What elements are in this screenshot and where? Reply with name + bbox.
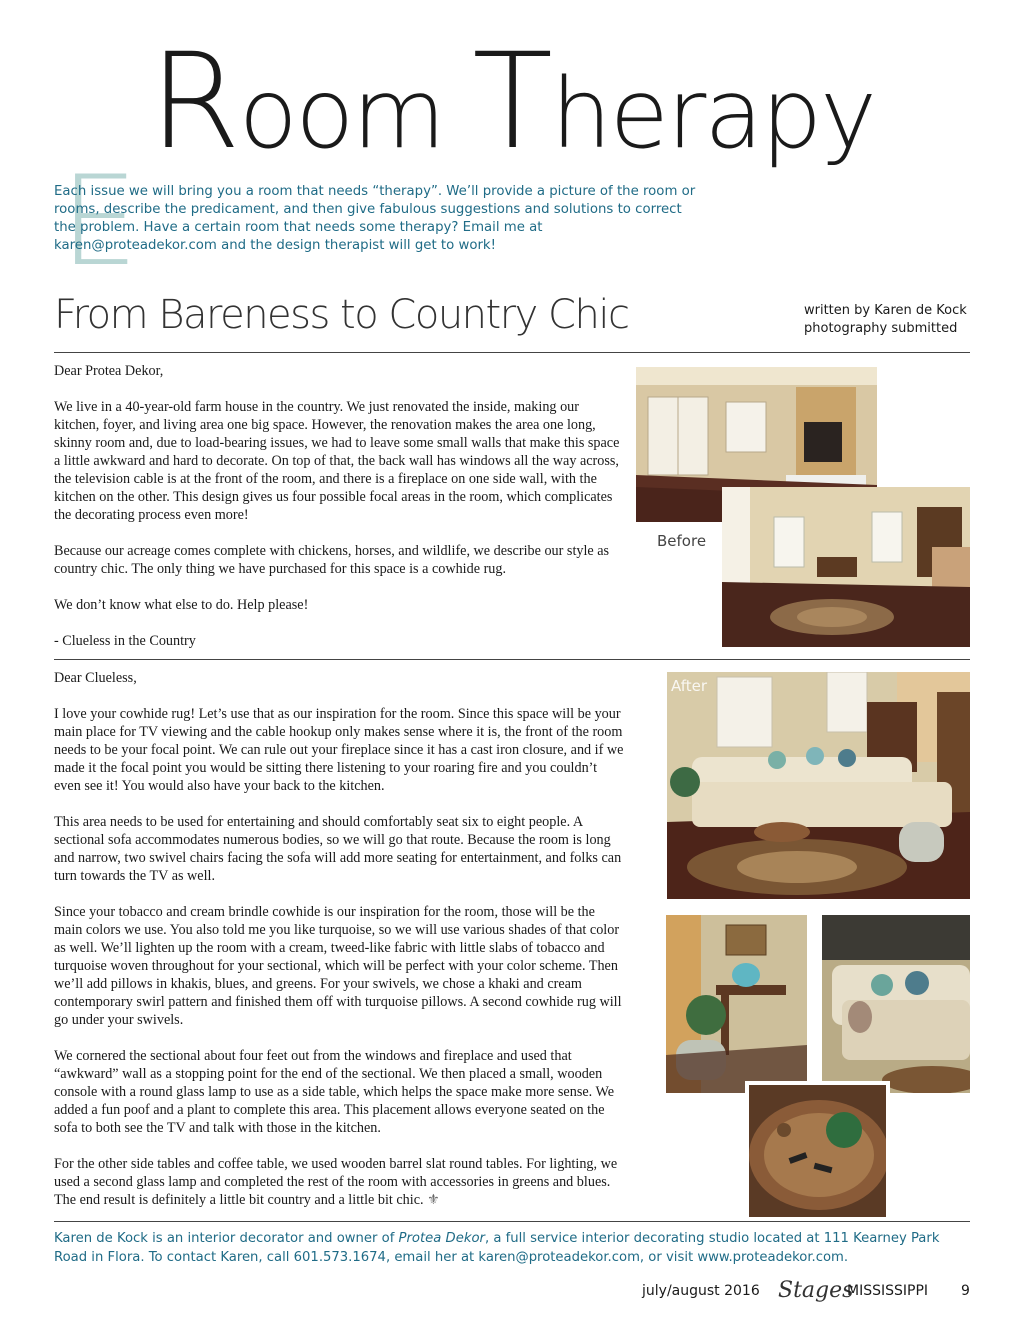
reader-letter bbox=[54, 362, 624, 650]
page-title bbox=[0, 25, 1024, 179]
reply-paragraph: Since your tobacco and cream brindle cowhide is our inspiration for the room, those will be the main colors we use. You also told me you like turquoise, so we will use various shades of that color as well. We’ll lighten up the room with a cream, tweed-like fabric with little slabs of tobacco and turquoise woven throughout for your sectional, which will be perfect with your color scheme. Then we’ll add pillows in khakis, blues, and greens. For your swivels, we chose a khaki and cream contemporary swirl pattern and finished them off with turquoise pillows. A second cowhide rug will go under your swivels. bbox=[54, 904, 622, 1028]
fleur-de-lis-icon: ⚜ bbox=[427, 1192, 440, 1208]
intro-paragraph: Each issue we will bring you a room that needs “therapy”. We’ll provide a picture of the room or rooms, describe the predicament, and then give fabulous suggestions and solutions to correct the problem. Have a certain room that needs some therapy? Email me at karen@proteadekor.com and the design therapist will get to work! bbox=[54, 184, 696, 253]
after-photo-sectional-corner bbox=[822, 915, 970, 1093]
after-photo-main bbox=[667, 672, 970, 899]
reply-salutation: Dear Clueless, bbox=[54, 670, 137, 686]
footer-magazine-state: MISSISSIPPI bbox=[847, 1283, 929, 1299]
divider-middle bbox=[54, 659, 970, 660]
reply-paragraph bbox=[54, 1155, 624, 1209]
reply-paragraph: I love your cowhide rug! Let’s use that as our inspiration for the room. Since this space will be your main place for TV viewing and the cable hookup only makes sense where it is, the front of the room needs to be your focal point. We can rule out your fireplace since it has a cast iron closure, and if we made it the focal point you would be sitting there listening to your roaring fire and you couldn’t even see it! You would also have your back to the kitchen. bbox=[54, 706, 624, 794]
after-photo-console bbox=[666, 915, 807, 1093]
page-number: 9 bbox=[961, 1283, 970, 1299]
photo-credit: photography submitted bbox=[804, 321, 958, 336]
author-bio bbox=[54, 1229, 974, 1267]
intro-dropcap: E bbox=[60, 150, 139, 294]
letter-paragraph: We don’t know what else to do. Help please! bbox=[54, 597, 309, 613]
reply-final-text: For the other side tables and coffee table, we used wooden barrel slat round tables. For lighting, we used a second glass lamp and completed the rest of the room with accessories in greens and blues. The end result is definitely a little bit country and a little bit chic. bbox=[54, 1156, 618, 1208]
article-credits bbox=[804, 302, 967, 338]
article-subtitle: From Bareness to Country Chic bbox=[54, 292, 629, 338]
reply-paragraph: This area needs to be used for entertaining and should comfortably seat six to eight people. A sectional sofa accommodates numerous bodies, so we will go that route. Because the room is long and narrow, two swivel chairs facing the sofa will add more seating for entertainment, and folks can turn towards the TV as well. bbox=[54, 814, 622, 884]
after-photo-coffee-table bbox=[749, 1085, 886, 1217]
divider-top bbox=[54, 352, 970, 353]
letter-paragraph: Because our acreage comes complete with chickens, horses, and wildlife, we describe our style as country chic. The only thing we have purchased for this space is a cowhide rug. bbox=[54, 543, 610, 577]
title-word-herapy: herapy bbox=[550, 58, 875, 170]
letter-paragraph: We live in a 40-year-old farm house in the country. We just renovated the inside, making our kitchen, foyer, and living area one big space. However, the renovation makes the area one long, skinny room and, due to load-bearing issues, we had to leave some small walls that make this space a little awkward and hard to decorate. On top of that, the back wall has windows all the way across, the television cable is at the front of the room, and there is a fireplace on one side wall, with the kitchen on the other. This design gives us four possible focal areas in the room, which complicates the decorating process even more! bbox=[54, 399, 620, 523]
bio-company: Protea Dekor bbox=[398, 1231, 485, 1246]
byline: written by Karen de Kock bbox=[804, 303, 967, 318]
reply-paragraph: We cornered the sectional about four feet out from the windows and fireplace and used that “awkward” wall as a stopping point for the end of the sectional. We then placed a small, wooden console with a round glass lamp to use as a side table, which helps the space make more sense. We added a fun poof and a plant to complete this area. This placement allows everyone seated on the sofa to both see the TV and talk with those in the kitchen. bbox=[54, 1048, 615, 1136]
designer-reply bbox=[54, 669, 624, 1209]
letter-signoff: - Clueless in the Country bbox=[54, 633, 196, 649]
caption-before: Before bbox=[657, 532, 707, 550]
before-photo-room-with-rug bbox=[722, 487, 970, 647]
title-initial-t: T bbox=[472, 25, 551, 179]
divider-bottom bbox=[54, 1221, 970, 1222]
footer-magazine-logo: Stages bbox=[778, 1278, 854, 1303]
footer-issue: july/august 2016 bbox=[642, 1283, 760, 1299]
title-initial-r: R bbox=[149, 25, 239, 179]
caption-after: After bbox=[671, 677, 708, 695]
letter-salutation: Dear Protea Dekor, bbox=[54, 363, 164, 379]
bio-prefix: Karen de Kock is an interior decorator and owner of bbox=[54, 1231, 399, 1246]
title-word-oom: oom bbox=[238, 58, 473, 170]
bio-suffix: , a full service interior decorating studio located at 111 Kearney Park Road in Flora. To contact Karen, call 601.573.1674, email her at karen@proteadekor.com, or visit www.proteadekor.com. bbox=[54, 1231, 940, 1265]
